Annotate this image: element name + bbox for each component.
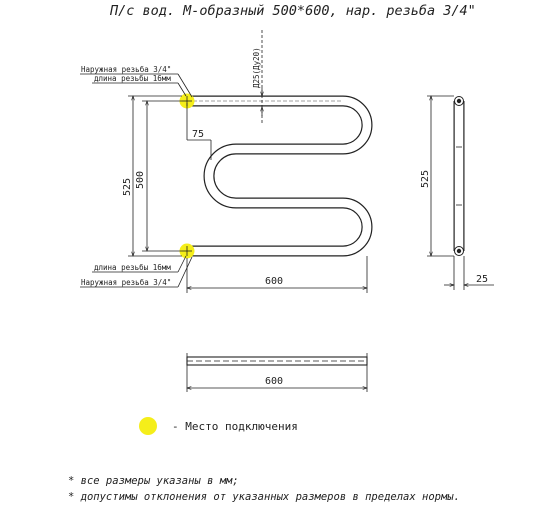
legend-label: - Место подключения <box>172 420 298 433</box>
thread-length-label-top: длина резьбы 16мм <box>94 74 171 83</box>
drawing-title: П/с вод. М-образный 500*600, нар. резьба 3/4" <box>110 3 476 19</box>
dimension-600-top: 600 <box>265 376 284 387</box>
towel-rail-pipe <box>187 101 367 251</box>
legend <box>139 417 298 435</box>
top-view <box>187 353 367 392</box>
dimension-75: 75 <box>192 129 205 140</box>
pipe-diameter-label: Д25(Ду20) <box>252 47 261 88</box>
side-view <box>420 96 494 290</box>
thread-length-label-bottom: длина резьбы 16мм <box>94 263 171 272</box>
note-2: * допустимы отклонения от указанных размеров в пределах нормы. <box>68 491 460 503</box>
thread-label-top: Наружная резьба 3/4" <box>81 65 172 74</box>
dimension-500: 500 <box>135 170 146 189</box>
notes <box>68 475 460 503</box>
dimension-25: 25 <box>476 274 489 285</box>
note-1: * все размеры указаны в мм; <box>68 475 239 487</box>
dimension-525-side: 525 <box>420 169 431 188</box>
front-view <box>80 30 367 293</box>
dimension-525-front: 525 <box>122 177 133 196</box>
legend-connection-marker <box>139 417 157 435</box>
dimension-600-front: 600 <box>265 276 284 287</box>
thread-label-bottom: Наружная резьба 3/4" <box>81 278 172 287</box>
